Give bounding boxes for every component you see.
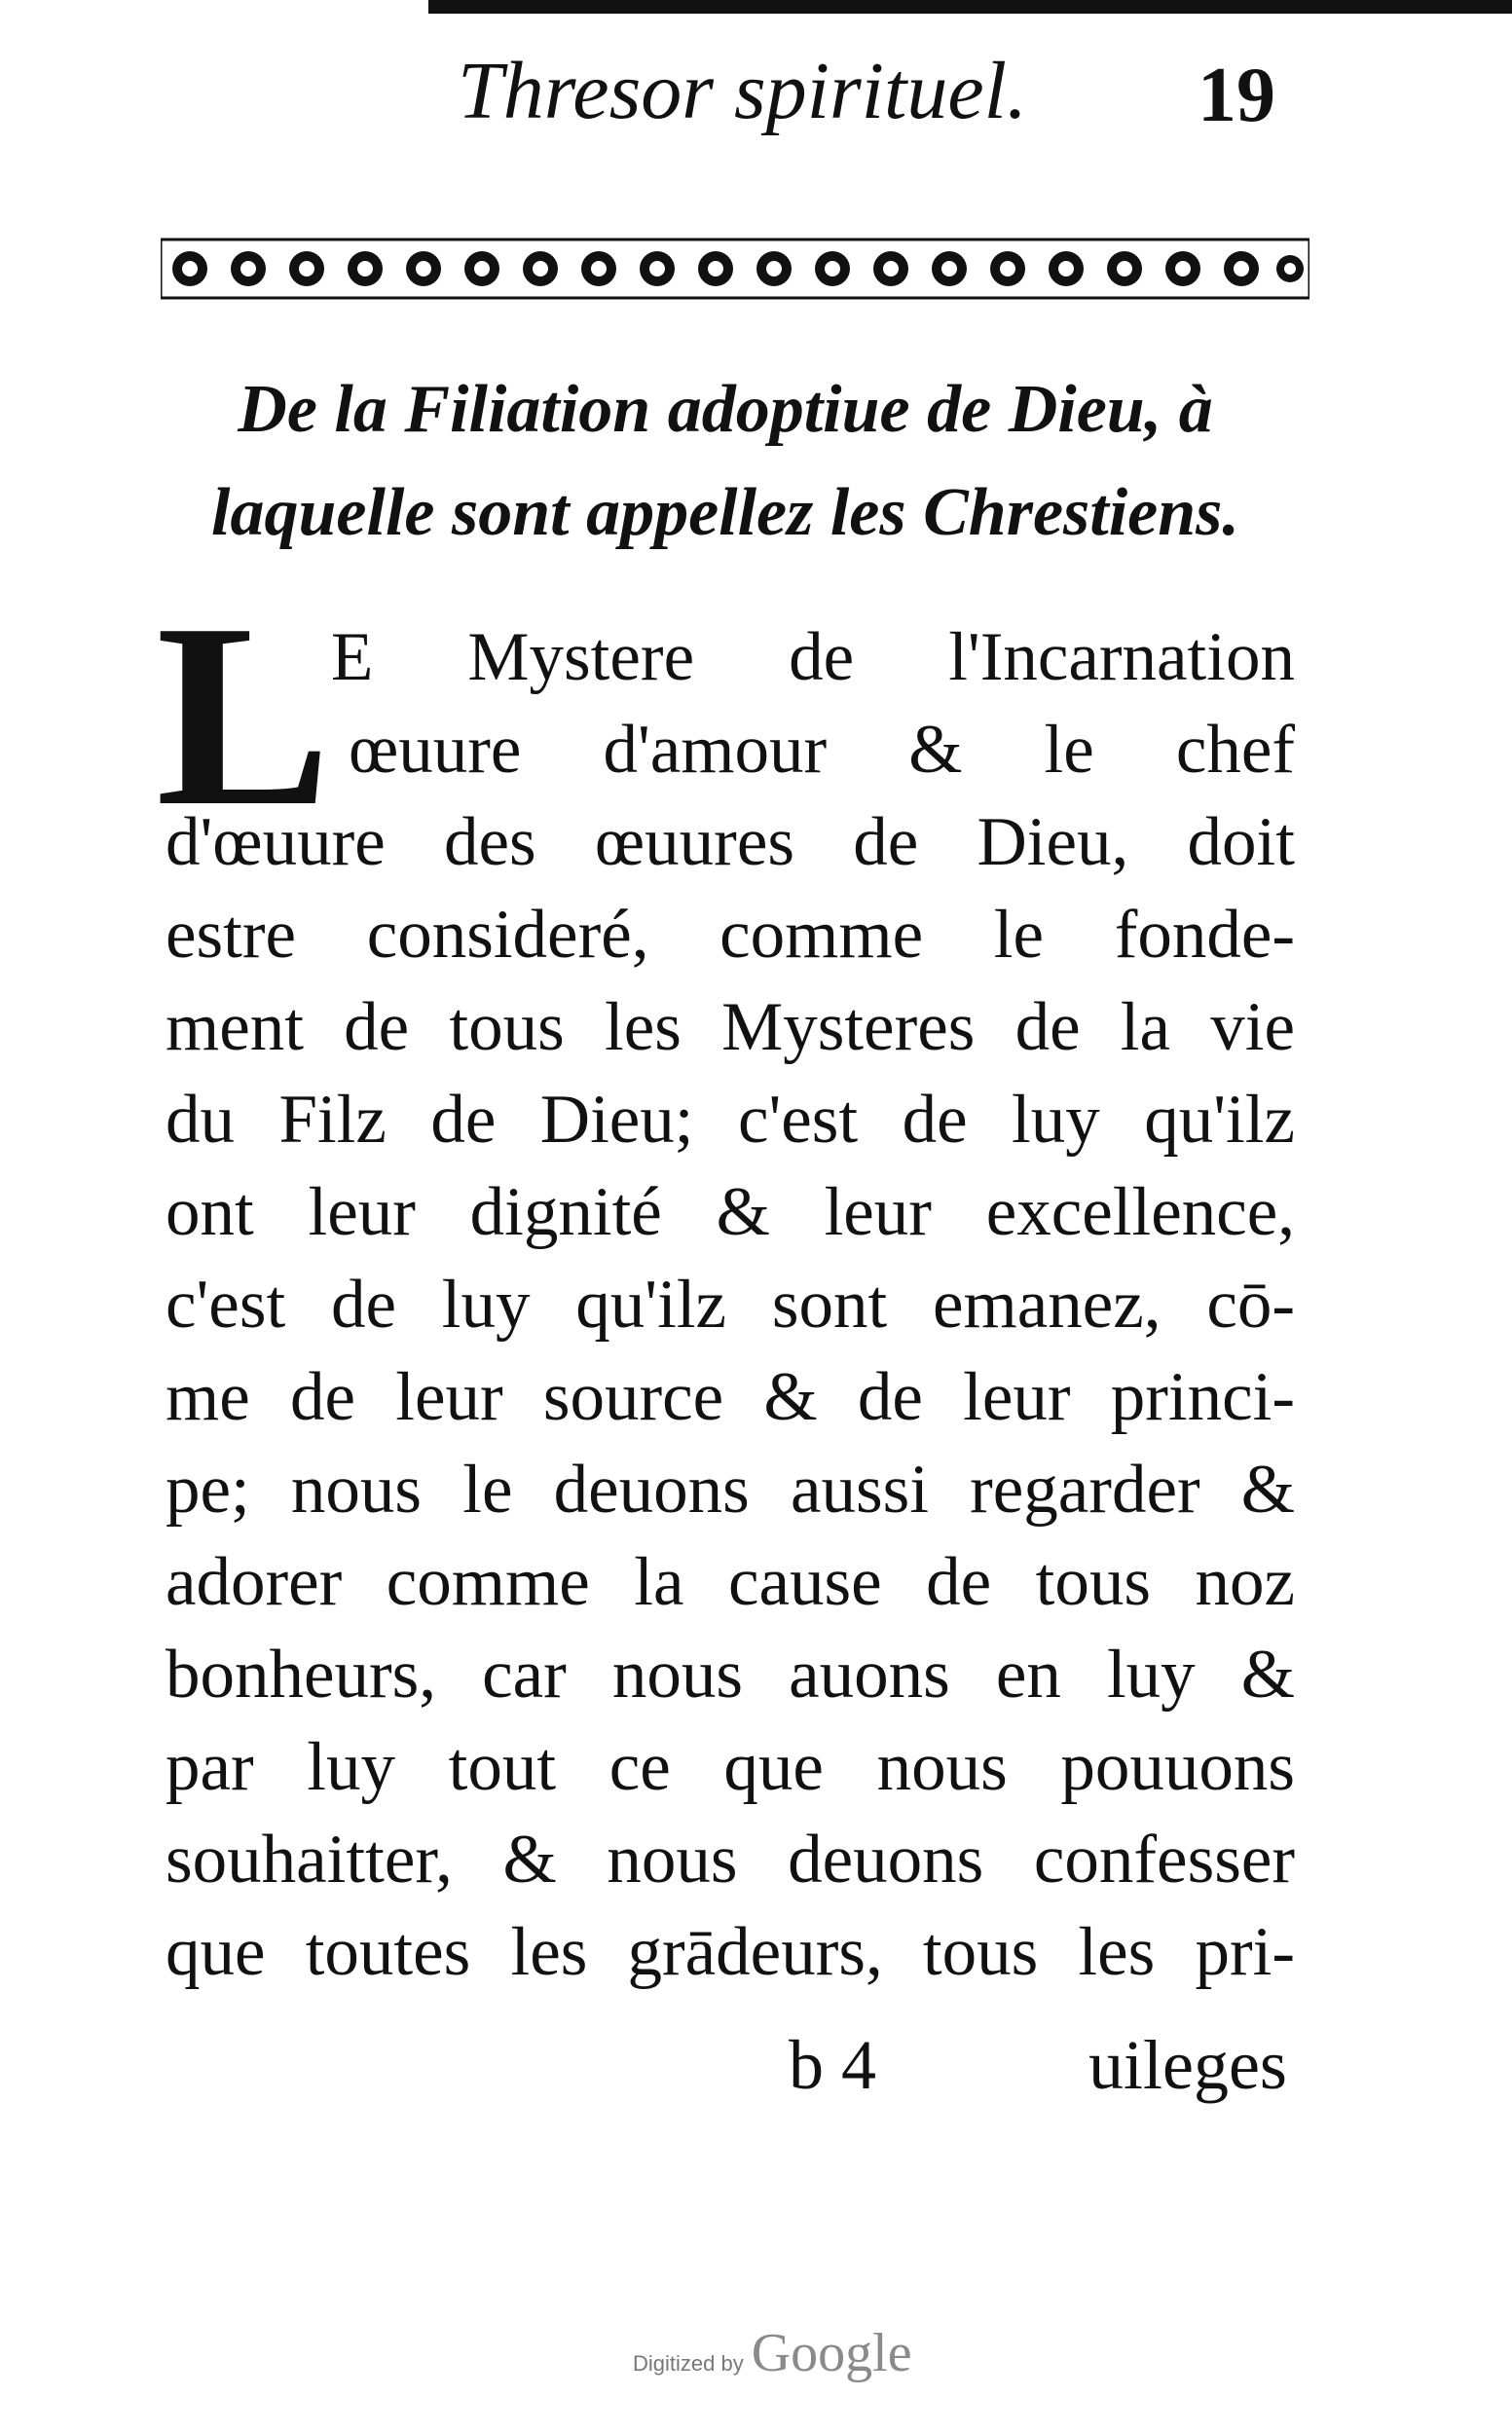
body-line-3: d'œuure des œuures de Dieu, doit: [166, 804, 1295, 880]
digitized-watermark: [633, 2322, 912, 2384]
body-line-10: pe; nous le deuons aussi regarder &: [166, 1452, 1295, 1528]
google-logo: Google: [751, 2323, 912, 2383]
signature-mark: b 4: [789, 2026, 876, 2104]
chapter-heading: [161, 358, 1290, 565]
top-rule: [428, 0, 1512, 14]
body-line-9: me de leur source & de leur princi-: [166, 1359, 1295, 1435]
body-line-5: ment de tous les Mysteres de la vie: [166, 989, 1295, 1065]
body-line-14: souhaitter, & nous deuons confesser: [166, 1822, 1295, 1898]
body-line-1: E Mystere de l'Incarnation: [331, 619, 1295, 695]
body-line-4: estre consideré, comme le fonde-: [166, 897, 1295, 973]
page-number: 19: [1198, 53, 1275, 138]
heading-line-2: laquelle sont appellez les Chrestiens.: [211, 475, 1239, 550]
body-line-15: que toutes les grādeurs, tous les pri-: [166, 1914, 1295, 1990]
drop-cap: L: [156, 570, 332, 861]
body-line-8: c'est de luy qu'ilz sont emanez, cō-: [166, 1267, 1295, 1343]
body-line-2: œuure d'amour & le chef: [349, 712, 1295, 788]
body-line-13: par luy tout ce que nous pouuons: [166, 1729, 1295, 1805]
heading-line-1: De la Filiation adoptiue de Dieu, à: [238, 372, 1213, 447]
body-line-6: du Filz de Dieu; c'est de luy qu'ilz: [166, 1082, 1295, 1158]
body-line-11: adorer comme la cause de tous noz: [166, 1544, 1295, 1620]
digitized-by-text: Digitized by: [633, 2351, 744, 2376]
running-title: Thresor spirituel.: [458, 46, 1027, 136]
body-line-7: ont leur dignité & leur excellence,: [166, 1174, 1295, 1250]
catchword: uileges: [1088, 2026, 1287, 2104]
ornament-band: [161, 232, 1309, 306]
body-line-12: bonheurs, car nous auons en luy &: [166, 1637, 1295, 1713]
